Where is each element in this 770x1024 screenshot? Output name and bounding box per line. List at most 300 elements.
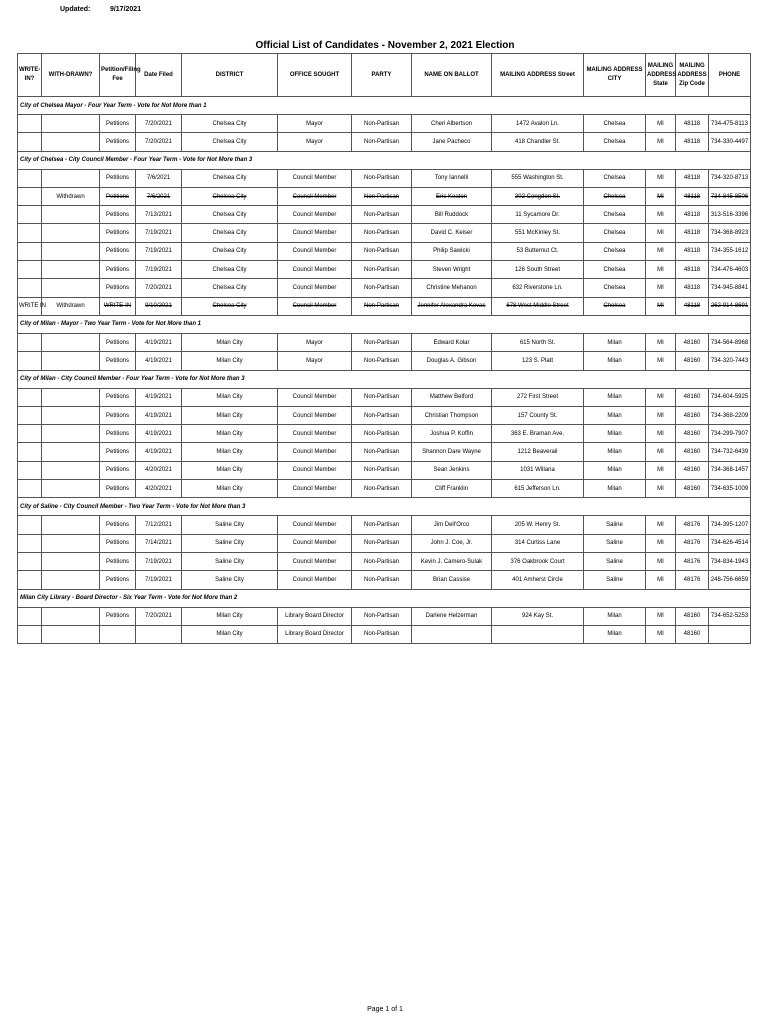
cell-district: Chelsea City [182,279,278,297]
cell-fee: Petitions [100,516,136,534]
cell-phone: 734-330-4497 [709,133,751,151]
cell-street: 401 Amherst Circle [492,571,584,589]
cell-city: Chelsea [584,297,646,315]
cell-zip: 48118 [676,279,709,297]
cell-writein [18,206,42,224]
table-row [18,461,751,479]
cell-office: Council Member [278,443,352,461]
cell-party: Non-Partisan [352,534,412,552]
cell-fee: Petitions [100,242,136,260]
section-header [18,315,751,333]
cell-state: MI [646,261,676,279]
cell-writein [18,461,42,479]
cell-name: Joshua P. Koffin [412,425,492,443]
cell-city: Milan [584,461,646,479]
cell-state: MI [646,169,676,187]
cell-phone: 734-834-1943 [709,552,751,570]
cell-city: Saline [584,552,646,570]
cell-street: 302 Congdon St. [492,187,584,205]
cell-zip: 48160 [676,352,709,370]
cell-date: 4/19/2021 [136,443,182,461]
cell-district: Chelsea City [182,115,278,133]
section-header [18,498,751,516]
cell-date: 4/19/2021 [136,425,182,443]
cell-name: Tony Iannelli [412,169,492,187]
cell-district: Chelsea City [182,261,278,279]
cell-zip: 48160 [676,443,709,461]
cell-zip: 48160 [676,480,709,498]
cell-zip: 48118 [676,261,709,279]
cell-fee: Petitions [100,388,136,406]
cell-fee: Petitions [100,461,136,479]
cell-phone: 313-516-3396 [709,206,751,224]
cell-party: Non-Partisan [352,333,412,351]
cell-state: MI [646,333,676,351]
cell-city: Chelsea [584,242,646,260]
cell-street: 678 West Middle Street [492,297,584,315]
cell-withdrawn [42,169,100,187]
cell-fee: Petitions [100,169,136,187]
table-body [18,97,751,644]
cell-district: Milan City [182,480,278,498]
cell-party: Non-Partisan [352,607,412,625]
cell-street: 418 Chandler St. [492,133,584,151]
updated-date: 9/17/2021 [109,6,142,13]
cell-writein [18,406,42,424]
cell-withdrawn [42,242,100,260]
table-row [18,242,751,260]
cell-zip: 48118 [676,224,709,242]
cell-fee: WRITE-IN [100,297,136,315]
cell-street: 157 County St. [492,406,584,424]
cell-date: 7/12/2021 [136,516,182,534]
table-row [18,333,751,351]
cell-zip: 48176 [676,571,709,589]
cell-state: MI [646,625,676,643]
cell-date: 9/10/2021 [136,297,182,315]
section-title: City of Chelsea - City Council Member - Four Year Term - Vote for Not More than 3 [18,151,751,169]
cell-state: MI [646,552,676,570]
cell-withdrawn [42,115,100,133]
updated-line [60,6,141,13]
column-header: MAILING ADDRESS CITY [584,54,646,97]
cell-date: 7/20/2021 [136,133,182,151]
section-title: City of Milan - City Council Member - Four Year Term - Vote for Not More than 3 [18,370,751,388]
cell-state: MI [646,443,676,461]
cell-withdrawn [42,388,100,406]
cell-fee: Petitions [100,534,136,552]
cell-withdrawn: Withdrawn [42,297,100,315]
cell-city: Chelsea [584,206,646,224]
cell-withdrawn [42,261,100,279]
cell-state: MI [646,297,676,315]
candidates-table [17,53,751,644]
cell-zip: 48160 [676,625,709,643]
cell-fee: Petitions [100,480,136,498]
cell-street: 11 Sycamore Dr. [492,206,584,224]
cell-name: David C. Keiser [412,224,492,242]
cell-city: Milan [584,406,646,424]
cell-state: MI [646,480,676,498]
cell-state: MI [646,425,676,443]
cell-name: Kevin J. Camero-Sulak [412,552,492,570]
cell-state: MI [646,224,676,242]
cell-city: Milan [584,352,646,370]
table-row [18,480,751,498]
column-header: MAILING ADDRESS State [646,54,676,97]
cell-name: John J. Coe, Jr. [412,534,492,552]
cell-city: Saline [584,571,646,589]
cell-district: Milan City [182,425,278,443]
cell-date: 7/13/2021 [136,206,182,224]
cell-date: 4/19/2021 [136,333,182,351]
cell-office: Council Member [278,242,352,260]
cell-district: Saline City [182,571,278,589]
cell-zip: 48160 [676,607,709,625]
cell-office: Council Member [278,516,352,534]
header-row [18,54,751,97]
cell-name: Eric Keaton [412,187,492,205]
cell-name: Christian Thompson [412,406,492,424]
cell-party: Non-Partisan [352,224,412,242]
cell-party: Non-Partisan [352,187,412,205]
cell-withdrawn [42,625,100,643]
cell-zip: 48160 [676,333,709,351]
cell-fee: Petitions [100,187,136,205]
cell-writein [18,279,42,297]
cell-city: Chelsea [584,115,646,133]
table-row [18,206,751,224]
cell-date: 4/19/2021 [136,352,182,370]
cell-state: MI [646,607,676,625]
cell-state: MI [646,279,676,297]
cell-street: 376 Oakbrook Court [492,552,584,570]
cell-city: Chelsea [584,169,646,187]
cell-zip: 48118 [676,115,709,133]
section-title: City of Milan - Mayor - Two Year Term - Vote for Not More than 1 [18,315,751,333]
updated-label: Updated: [60,6,91,13]
cell-district: Chelsea City [182,242,278,260]
cell-phone: 734-604-5925 [709,388,751,406]
cell-district: Milan City [182,333,278,351]
cell-zip: 48176 [676,552,709,570]
cell-withdrawn [42,461,100,479]
cell-date: 7/6/2021 [136,187,182,205]
cell-district: Saline City [182,534,278,552]
column-header: Date Filed [136,54,182,97]
cell-zip: 48118 [676,242,709,260]
cell-phone: 734-355-1612 [709,242,751,260]
cell-date: 7/20/2021 [136,115,182,133]
cell-office: Library Board Director [278,625,352,643]
cell-party: Non-Partisan [352,425,412,443]
cell-withdrawn [42,206,100,224]
cell-street: 1031 Willana [492,461,584,479]
cell-city: Chelsea [584,279,646,297]
cell-office: Council Member [278,224,352,242]
cell-fee: Petitions [100,279,136,297]
cell-date: 7/19/2021 [136,261,182,279]
cell-name: Steven Wright [412,261,492,279]
table-row [18,388,751,406]
cell-writein [18,187,42,205]
cell-zip: 48118 [676,133,709,151]
cell-date: 7/19/2021 [136,571,182,589]
cell-writein [18,425,42,443]
cell-district: Chelsea City [182,187,278,205]
cell-city: Chelsea [584,187,646,205]
section-header [18,370,751,388]
cell-writein [18,516,42,534]
cell-zip: 48118 [676,297,709,315]
cell-writein: WRITE IN [18,297,42,315]
cell-district: Milan City [182,352,278,370]
cell-fee: Petitions [100,115,136,133]
cell-office: Council Member [278,571,352,589]
cell-party: Non-Partisan [352,297,412,315]
section-header [18,97,751,115]
cell-fee: Petitions [100,352,136,370]
cell-withdrawn [42,607,100,625]
section-title: City of Saline - City Council Member - Two Year Term - Vote for Not More than 3 [18,498,751,516]
cell-fee: Petitions [100,443,136,461]
section-header [18,589,751,607]
cell-office: Council Member [278,534,352,552]
column-header: Petition/Filing Fee [100,54,136,97]
table-row [18,534,751,552]
cell-withdrawn: Withdrawn [42,187,100,205]
cell-street: 555 Washington St. [492,169,584,187]
cell-fee: Petitions [100,224,136,242]
cell-name: Darlene Helzerman [412,607,492,625]
cell-phone: 734-368-2209 [709,406,751,424]
cell-state: MI [646,534,676,552]
cell-state: MI [646,406,676,424]
cell-district: Chelsea City [182,133,278,151]
cell-city: Chelsea [584,224,646,242]
cell-city: Saline [584,516,646,534]
cell-withdrawn [42,425,100,443]
cell-district: Chelsea City [182,297,278,315]
cell-phone: 734-476-4603 [709,261,751,279]
cell-phone: 734-945-8841 [709,279,751,297]
table-row [18,516,751,534]
cell-writein [18,388,42,406]
cell-party: Non-Partisan [352,206,412,224]
cell-state: MI [646,242,676,260]
cell-party: Non-Partisan [352,115,412,133]
cell-withdrawn [42,224,100,242]
cell-withdrawn [42,279,100,297]
cell-city: Chelsea [584,261,646,279]
cell-zip: 48118 [676,206,709,224]
cell-fee: Petitions [100,425,136,443]
cell-date: 7/20/2021 [136,279,182,297]
cell-city: Milan [584,607,646,625]
cell-district: Saline City [182,516,278,534]
cell-name: Jennifer Alexandra Kevas [412,297,492,315]
cell-phone: 734-320-8713 [709,169,751,187]
cell-office: Mayor [278,352,352,370]
cell-writein [18,552,42,570]
cell-writein [18,443,42,461]
table-row [18,406,751,424]
cell-date: 7/6/2021 [136,169,182,187]
cell-writein [18,480,42,498]
column-header: MAILING ADDRESS Street [492,54,584,97]
cell-office: Council Member [278,261,352,279]
cell-street: 632 Riverstone Ln. [492,279,584,297]
cell-fee: Petitions [100,406,136,424]
cell-zip: 48176 [676,516,709,534]
cell-office: Council Member [278,552,352,570]
cell-city: Milan [584,388,646,406]
cell-street: 205 W. Henry St. [492,516,584,534]
cell-zip: 48160 [676,388,709,406]
table-row [18,187,751,205]
cell-name: Philip Sawicki [412,242,492,260]
cell-street: 615 North St. [492,333,584,351]
cell-zip: 48176 [676,534,709,552]
column-header: WITH-DRAWN? [42,54,100,97]
cell-withdrawn [42,571,100,589]
table-row [18,169,751,187]
cell-street: 126 South Street [492,261,584,279]
cell-party: Non-Partisan [352,480,412,498]
cell-fee: Petitions [100,206,136,224]
cell-party: Non-Partisan [352,133,412,151]
cell-phone: 734-395-1207 [709,516,751,534]
cell-phone: 734-652-5253 [709,607,751,625]
cell-phone: 734-368-1457 [709,461,751,479]
cell-writein [18,625,42,643]
cell-writein [18,261,42,279]
cell-zip: 48160 [676,406,709,424]
table-row [18,297,751,315]
cell-office: Library Board Director [278,607,352,625]
cell-writein [18,571,42,589]
cell-withdrawn [42,133,100,151]
cell-fee: Petitions [100,571,136,589]
cell-party: Non-Partisan [352,571,412,589]
cell-street: 924 Kay St. [492,607,584,625]
cell-name: Douglas A. Gibson [412,352,492,370]
cell-district: Milan City [182,625,278,643]
cell-phone: 734-564-8968 [709,333,751,351]
cell-phone: 734-475-8113 [709,115,751,133]
cell-district: Chelsea City [182,206,278,224]
cell-district: Milan City [182,607,278,625]
cell-writein [18,352,42,370]
cell-phone: 248-756-6659 [709,571,751,589]
page-footer: Page 1 of 1 [367,1006,403,1013]
table-row [18,352,751,370]
table-row [18,115,751,133]
cell-city: Milan [584,443,646,461]
cell-street [492,625,584,643]
cell-fee: Petitions [100,333,136,351]
cell-district: Milan City [182,461,278,479]
cell-zip: 48118 [676,169,709,187]
cell-phone [709,625,751,643]
cell-street: 363 E. Braman Ave. [492,425,584,443]
cell-district: Milan City [182,443,278,461]
cell-withdrawn [42,480,100,498]
cell-office: Council Member [278,461,352,479]
cell-name: Brian Cassise [412,571,492,589]
cell-fee: Petitions [100,261,136,279]
cell-phone: 734-635-1009 [709,480,751,498]
cell-name: Cheri Albertson [412,115,492,133]
cell-state: MI [646,187,676,205]
cell-zip: 48160 [676,461,709,479]
cell-phone: 734-845-8506 [709,187,751,205]
cell-office: Mayor [278,115,352,133]
cell-party: Non-Partisan [352,552,412,570]
cell-writein [18,534,42,552]
cell-name: Bill Ruddock [412,206,492,224]
cell-phone: 734-299-7907 [709,425,751,443]
cell-state: MI [646,115,676,133]
cell-district: Saline City [182,552,278,570]
cell-party: Non-Partisan [352,516,412,534]
cell-office: Council Member [278,425,352,443]
cell-name: Christine Mehanon [412,279,492,297]
cell-withdrawn [42,516,100,534]
cell-withdrawn [42,406,100,424]
cell-party: Non-Partisan [352,406,412,424]
cell-name: Shannon Dare Wayne [412,443,492,461]
table-row [18,625,751,643]
table-row [18,133,751,151]
cell-withdrawn [42,352,100,370]
cell-date [136,625,182,643]
cell-party: Non-Partisan [352,169,412,187]
cell-writein [18,133,42,151]
cell-state: MI [646,571,676,589]
cell-withdrawn [42,443,100,461]
cell-zip: 48160 [676,425,709,443]
cell-date: 7/14/2021 [136,534,182,552]
cell-zip: 48118 [676,187,709,205]
cell-writein [18,607,42,625]
column-header: PHONE [709,54,751,97]
cell-state: MI [646,352,676,370]
cell-writein [18,242,42,260]
cell-office: Council Member [278,169,352,187]
cell-writein [18,333,42,351]
cell-phone: 734-626-4514 [709,534,751,552]
cell-date: 4/19/2021 [136,388,182,406]
cell-date: 7/19/2021 [136,552,182,570]
cell-withdrawn [42,534,100,552]
cell-date: 7/19/2021 [136,242,182,260]
cell-street: 314 Curtiss Lane [492,534,584,552]
cell-city: Saline [584,534,646,552]
cell-office: Council Member [278,206,352,224]
cell-district: Chelsea City [182,224,278,242]
cell-district: Milan City [182,388,278,406]
table-row [18,552,751,570]
cell-phone: 734-368-8923 [709,224,751,242]
cell-name [412,625,492,643]
cell-fee: Petitions [100,552,136,570]
cell-name: Edward Kolar [412,333,492,351]
cell-office: Council Member [278,406,352,424]
cell-office: Mayor [278,333,352,351]
cell-withdrawn [42,552,100,570]
cell-city: Chelsea [584,133,646,151]
